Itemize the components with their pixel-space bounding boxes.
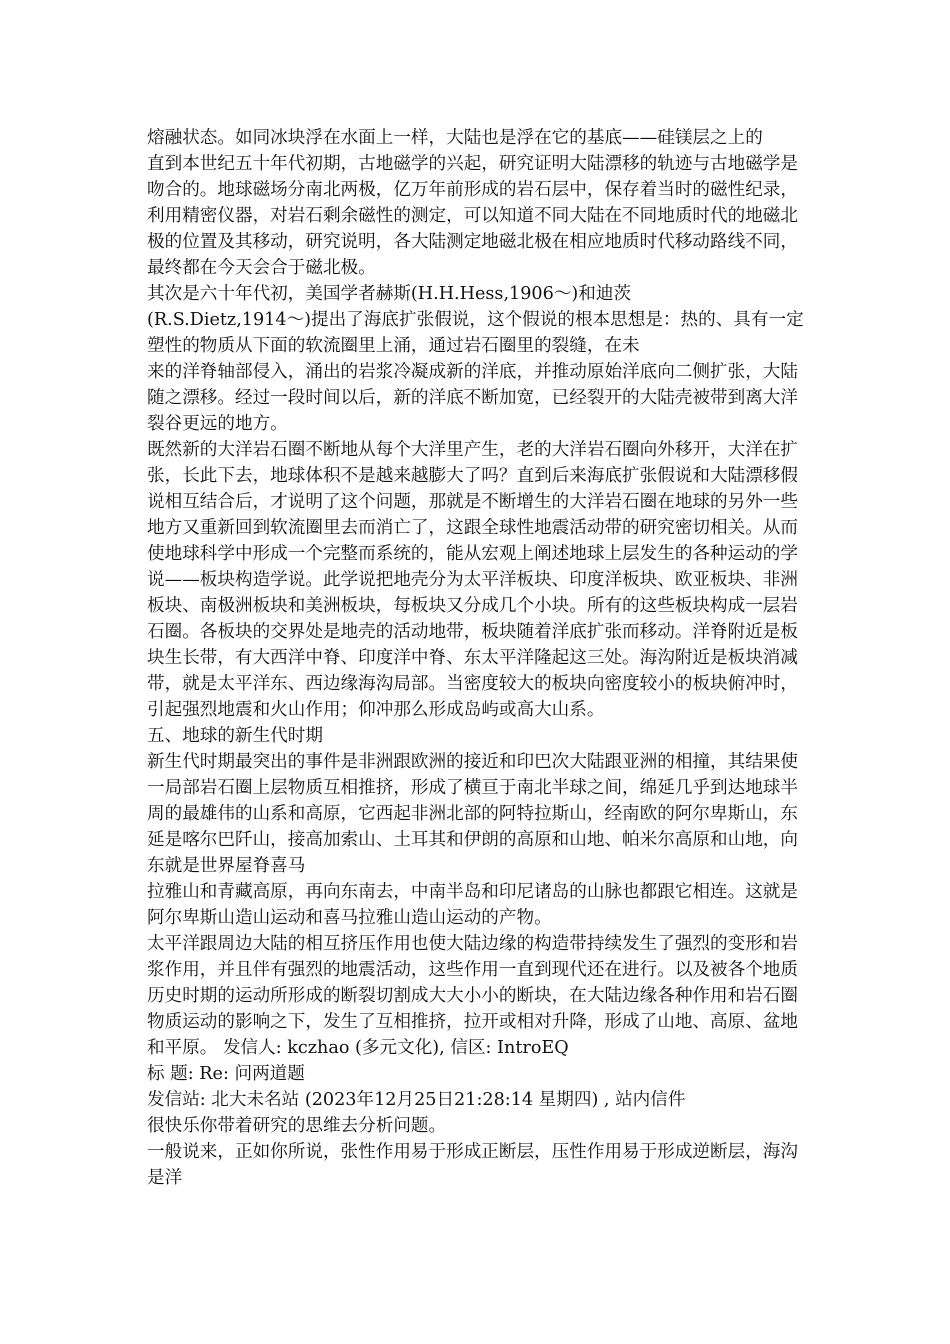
reply-line-1: 很快乐你带着研究的思维去分析问题。	[147, 1116, 447, 1136]
reply-line-2: 一般说来，正如你所说，张性作用易于形成正断层，压性作用易于形成逆断层，海沟是洋	[147, 1142, 798, 1188]
paragraph-3: 其次是六十年代初，美国学者赫斯(H.H.Hess,1906～)和迪茨	[147, 284, 632, 304]
paragraph-6: 既然新的大洋岩石圈不断地从每个大洋里产生，老的大洋岩石圈向外移开，大洋在扩张，长此下去，地球体积不是越来越膨大了吗？直到后来海底扩张假说和大陆漂移假说相互结合后，才说明了这个问题，那就是不断增生的大洋岩石圈在地球的另外一些地方又重新回到软流圈里去而消亡了，这跟全球性地震活动带的研究密切相关。从而使地球科学中形成一个完整而系统的，能从宏观上阐述地球上层发生的各种运动的学说——板块构造学说。此学说把地壳分为太平洋板块、印度洋板块、欧亚板块、非洲板块、南极洲板块和美洲板块，每板块又分成几个小块。所有的这些板块构成一层岩石圈。各板块的交界处是地壳的活动地带，板块随着洋底扩张而移动。洋脊附近是板块生长带，有大西洋中脊、印度洋中脊、东太平洋隆起这三处。海沟附近是板块消减带，就是太平洋东、西边缘海沟局部。当密度较大的板块向密度较小的板块俯冲时，引起强烈地震和火山作用；仰冲那么形成岛屿或高大山系。	[147, 440, 798, 720]
paragraph-8: 拉雅山和青藏高原，再向东南去，中南半岛和印尼诸岛的山脉也都跟它相连。这就是阿尔卑斯山造山运动和喜马拉雅山造山运动的产物。	[147, 882, 798, 928]
paragraph-2: 直到本世纪五十年代初期，古地磁学的兴起，研究证明大陆漂移的轨迹与古地磁学是吻合的。地球磁场分南北两极，亿万年前形成的岩石层中，保存着当时的磁性纪录，利用精密仪器，对岩石剩余磁性的测定，可以知道不同大陆在不同地质时代的地磁北极的位置及其移动，研究说明，各大陆测定地磁北极在相应地质时代移动路线不同，最终都在今天会合于磁北极。	[147, 154, 798, 278]
document-body	[147, 125, 807, 1191]
paragraph-7: 新生代时期最突出的事件是非洲跟欧洲的接近和印巴次大陆跟亚洲的相撞，其结果使一局部岩石圈上层物质互相推挤，形成了横亘于南北半球之间，绵延几乎到达地球半周的最雄伟的山系和高原，它西起非洲北部的阿特拉斯山，经南欧的阿尔卑斯山，东延是喀尔巴阡山，接高加索山、土耳其和伊朗的高原和山地、帕米尔高原和山地，向东就是世界屋脊喜马	[147, 752, 798, 876]
paragraph-9: 太平洋跟周边大陆的相互挤压作用也使大陆边缘的构造带持续发生了强烈的变形和岩浆作用，并且伴有强烈的地震活动，这些作用一直到现代还在进行。以及被各个地质历史时期的运动所形成的断裂切割成大大小小的断块，在大陆边缘各种作用和岩石圈物质运动的影响之下，发生了互相推挤，拉开或相对升降，形成了山地、高原、盆地和平原。 发信人: kczhao (多元文化), 信区: IntroEQ	[147, 934, 798, 1058]
post-subject: 标 题: Re: 问两道题	[147, 1064, 305, 1084]
paragraph-5: 来的洋脊轴部侵入，涌出的岩浆冷凝成新的洋底，并推动原始洋底向二侧扩张，大陆随之漂移。经过一段时间以后，新的洋底不断加宽，已经裂开的大陆壳被带到离大洋裂谷更远的地方。	[147, 362, 798, 434]
section-heading: 五、地球的新生代时期	[147, 726, 323, 746]
paragraph-4: (R.S.Dietz,1914～)提出了海底扩张假说，这个假说的根本思想是：热的、具有一定塑性的物质从下面的软流圈里上涌，通过岩石圈里的裂缝，在未	[147, 310, 804, 356]
paragraph-1: 熔融状态。如同冰块浮在水面上一样，大陆也是浮在它的基底——硅镁层之上的	[147, 128, 763, 148]
post-station: 发信站: 北大未名站 (2023年12月25日21:28:14 星期四) , 站内信件	[147, 1090, 686, 1110]
